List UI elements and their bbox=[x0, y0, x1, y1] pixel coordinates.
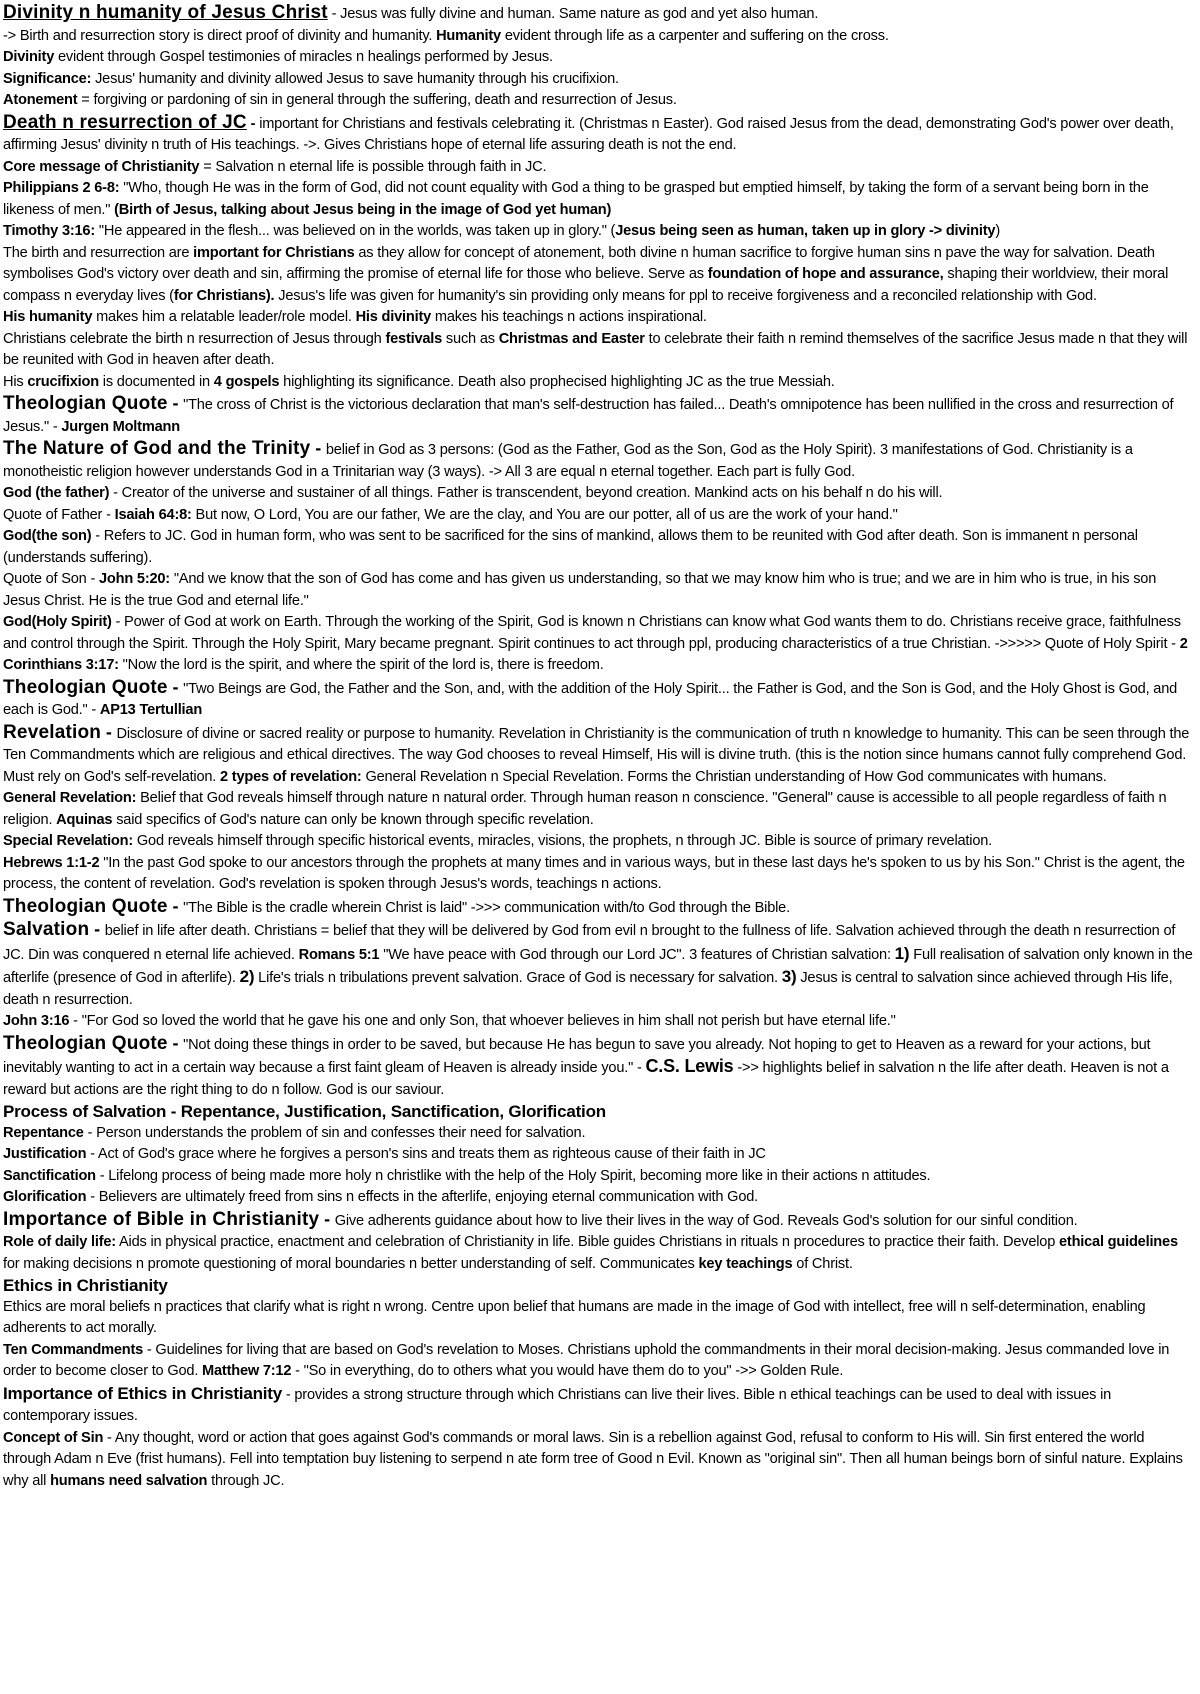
trinity-heading: The Nature of God and the Trinity bbox=[3, 438, 311, 459]
son-quote: Quote of Son - John 5:20: "And we know that the son of God has come and has given us understanding, so that we may know him who is true; and we are in him who is true, in his son Jesus Christ. He is the true God and eternal life." bbox=[3, 571, 1157, 609]
bible-intro: Importance of Bible in Christianity - Give adherents guidance about how to live their lives in the way of God. Reveals God's solution for our sinful condition. bbox=[3, 1208, 1078, 1230]
justification: Justification - Act of God's grace where he forgives a person's sins and treats them as righteous cause of their faith in JC bbox=[3, 1146, 766, 1162]
divinity-evidence: Divinity evident through Gospel testimonies of miracles n healings performed by Jesus. bbox=[3, 49, 553, 65]
concept-of-sin: Concept of Sin - Any thought, word or action that goes against God's commands or moral laws. Sin is a rebellion against God, refusal to conform to His will. Sin first entered the world through Adam n Eve (frist humans). Fell into temptation buy listening to serpend n ate form tree of Good n Evil. Known as "original sin". Then all human beings born of sinful nature. Explains why all humans need salvation through JC. bbox=[3, 1429, 1183, 1489]
sanctification: Sanctification - Lifelong process of being made more holy n christlike with the help of the Holy Spirit, becoming more like in their actions n attitudes. bbox=[3, 1167, 931, 1184]
birth-resurrection-importance: The birth and resurrection are important for Christians as they allow for concept of atonement, both divine n human sacrifice to forgive human sins n pave the way for salvation. Death symbolises God's victory over death and sin, affirming the promise of eternal life for those who believe. Serve as foundation of hope and assurance, shaping their worldview, their moral compass n everyday lives (for Christians). Jesus's life was given for humanity's sin providing only means for ppl to receive forgiveness and a reconciled relationship with God. bbox=[3, 244, 1169, 304]
humanity-divinity-line: His humanity makes him a relatable leader/role model. His divinity makes his teachings n actions inspirational. bbox=[3, 309, 707, 325]
god-holy-spirit: God(Holy Spirit) - Power of God at work on Earth. Through the working of the Spirit, God is known n Christians can know what God wants them to do. Christians receive grace, faithfulness and control through the Spirit. Through the Holy Spirit, Mary became pregnant. Spirit continues to act through ppl, producing characteristics of a true Christian. ->>>>> Quote of Holy Spirit - 2 Corinthians 3:17: "Now the lord is the spirit, and where the spirit of the lord is, there is freedom. bbox=[3, 614, 1188, 673]
special-revelation: Special Revelation: God reveals himself through specific historical events, miracles, visions, the prophets, n through JC. Bible is source of primary revelation. bbox=[3, 833, 993, 849]
repentance: Repentance - Person understands the problem of sin and confesses their need for salvation. bbox=[3, 1124, 586, 1141]
god-son: God(the son) - Refers to JC. God in human form, who was sent to be sacrificed for the sins of mankind, allows them to be reunited with God after death. Son is immanent n personal (understands suffering). bbox=[3, 528, 1138, 566]
philippians-quote: Philippians 2 6-8: "Who, though He was in the form of God, did not count equality with God a thing to be grasped but emptied himself, by taking the form of a servant being born in the likeness of men." (Birth of Jesus, talking about Jesus being in the image of God yet human) bbox=[3, 180, 1149, 218]
general-revelation: General Revelation: Belief that God reveals himself through nature n natural order. Through human reason n conscience. "General" cause is accessible to all people regardless of faith n religion. Aquinas said specifics of God's nature can only be known through specific revelation. bbox=[3, 790, 1167, 828]
quote-heading: Theologian Quote bbox=[3, 676, 168, 698]
crucifixion-line: His crucifixion is documented in 4 gospels highlighting its significance. Death also prophecised highlighting JC as the true Messiah. bbox=[3, 373, 835, 390]
ten-commandments: Ten Commandments - Guidelines for living that are based on God's revelation to Moses. Christians uphold the commandments in their moral decision-making. Jesus commanded love in order to become closer to God. Matthew 7:12 - "So in everything, do to others what you would have them do to you" ->> Golden Rule. bbox=[3, 1341, 1170, 1379]
quote-tertullian: Theologian Quote - "Two Beings are God, the Father and the Son, and, with the addition of the Holy Spirit... the Father is God, and the Son is God, and the Holy Ghost is God, and each is God." - AP13 Tertullian bbox=[3, 676, 1178, 718]
quote-heading: Theologian Quote bbox=[3, 895, 168, 917]
bible-heading: Importance of Bible in Christianity bbox=[3, 1208, 320, 1230]
salvation-intro: Salvation - belief in life after death. Christians = belief that they will be delivered by God from evil n brought to the fullness of life. Salvation achieved through the death n resurrection of JC. Din was conquered n eternal life achieved. Romans 5:1 "We have peace with God through our Lord JC". 3 features of Christian salvation: 1) Full realisation of salvation only known in the afterlife (presence of God in afterlife). 2) Life's trials n tribulations prevent salvation. Grace of God is necessary for salvation. 3) Jesus is central to salvation since achieved through His life, death n resurrection. bbox=[3, 919, 1193, 1008]
death-intro: Death n resurrection of JC - important for Christians and festivals celebrating it. (Christmas n Easter). God raised Jesus from the dead, demonstrating God's power over death, affirming Jesus' divinity n truth of His teachings. ->. Gives Christians hope of eternal life assuring death is not the end. bbox=[3, 111, 1174, 153]
divinity-proof: -> Birth and resurrection story is direct proof of divinity and humanity. Humanity evident through life as a carpenter and suffering on the cross. bbox=[3, 27, 889, 44]
trinity-intro: The Nature of God and the Trinity - belief in God as 3 persons: (God as the Father, God as the Son, God as the Holy Spirit). 3 manifestations of God. Christianity is a monotheistic religion however understands God in a Trinitarian way (3 ways). -> All 3 are equal n eternal together. Each part is fully God. bbox=[3, 438, 1133, 480]
glorification: Glorification - Believers are ultimately freed from sins n effects in the afterlife, enjoying eternal communication with God. bbox=[3, 1189, 759, 1205]
festivals-line: Christians celebrate the birth n resurrection of Jesus through festivals such as Christmas and Easter to celebrate their faith n remind themselves of the sacrifice Jesus made n that they will be reunited with God in heaven after death. bbox=[3, 330, 1188, 368]
revelation-heading: Revelation bbox=[3, 721, 102, 743]
divinity-intro: Divinity n humanity of Jesus Christ - Jesus was fully divine and human. Same nature as god and yet also human. bbox=[3, 2, 819, 23]
salvation-heading: Salvation bbox=[3, 919, 90, 940]
ethics-heading: Ethics in Christianity bbox=[3, 1276, 168, 1295]
importance-ethics-heading: Importance of Ethics in Christianity bbox=[3, 1383, 283, 1403]
timothy-quote: Timothy 3:16: "He appeared in the flesh... was believed on in the worlds, was taken up in glory." (Jesus being seen as human, taken up in glory -> divinity) bbox=[3, 223, 1000, 239]
quote-heading: Theologian Quote bbox=[3, 393, 168, 414]
death-heading: Death n resurrection of JC bbox=[3, 111, 247, 133]
hebrews-quote: Hebrews 1:1-2 "In the past God spoke to our ancestors through the prophets at many times and in various ways, but in these last days he's spoken to us by his Son." Christ is the agent, the process, the content of revelation. God's revelation is spoken through Jesus's words, teachings n actions. bbox=[3, 854, 1185, 892]
revelation-intro: Revelation - Disclosure of divine or sacred reality or purpose to humanity. Revelation in Christianity is the communication of truth n knowledge to humanity. This can be seen through the Ten Commandments which are religious and ethical directives. The way God chooses to reveal Himself, His will is divine truth. (this is the notion since humans cannot fully comprehend God. Must rely on God's self-revelation. 2 types of revelation: General Revelation n Special Revelation. Forms the Christian understanding of How God communicates with humans. bbox=[3, 721, 1190, 785]
quote-moltmann: Theologian Quote - "The cross of Christ is the victorious declaration that man's self-destruction has failed... Death's omnipotence has been nullified in the cross and resurrection of Jesus." - Jurgen Moltmann bbox=[3, 393, 1174, 435]
divinity-significance: Significance: Jesus' humanity and divinity allowed Jesus to save humanity through his crucifixion. bbox=[3, 70, 619, 87]
father-quote: Quote of Father - Isaiah 64:8: But now, O Lord, You are our father, We are the clay, and You are our potter, all of us are the work of your hand." bbox=[3, 506, 898, 523]
quote-heading: Theologian Quote bbox=[3, 1032, 168, 1054]
notes-document bbox=[3, 2, 1195, 1492]
role-of-daily-life: Role of daily life: Aids in physical practice, enactment and celebration of Christianity in life. Bible guides Christians in rituals n procedures to practice their faith. Develop ethical guidelines for making decisions n promote questioning of moral boundaries n better understanding of self. Communicates key teachings of Christ. bbox=[3, 1234, 1178, 1272]
process-heading: Process of Salvation - Repentance, Justification, Sanctification, Glorification bbox=[3, 1102, 606, 1121]
core-message: Core message of Christianity = Salvation n eternal life is possible through faith in JC. bbox=[3, 158, 547, 175]
importance-ethics-intro: Importance of Ethics in Christianity - provides a strong structure through which Christians can live their lives. Bible n ethical teachings can be used to deal with issues in contemporary issues. bbox=[3, 1383, 1112, 1424]
john-quote: John 3:16 - "For God so loved the world that he gave his one and only Son, that whoever believes in him shall not perish but have eternal life." bbox=[3, 1013, 896, 1029]
divinity-heading: Divinity n humanity of Jesus Christ bbox=[3, 2, 328, 23]
god-father: God (the father) - Creator of the universe and sustainer of all things. Father is transcendent, beyond creation. Mankind acts on his behalf n do his will. bbox=[3, 485, 943, 501]
quote-bible-cradle: Theologian Quote - "The Bible is the cradle wherein Christ is laid" ->>> communication with/to God through the Bible. bbox=[3, 895, 790, 917]
ethics-intro: Ethics are moral beliefs n practices that clarify what is right n wrong. Centre upon belief that humans are made in the image of God with intellect, free will n self-determination, enabling adherents to act morally. bbox=[3, 1298, 1146, 1336]
atonement-definition: Atonement = forgiving or pardoning of sin in general through the suffering, death and resurrection of Jesus. bbox=[3, 92, 677, 108]
quote-cs-lewis: Theologian Quote - "Not doing these things in order to be saved, but because He has begun to save you already. Not hoping to get to Heaven as a reward for your actions, but inevitably wanting to act in a certain way because a first faint gleam of Heaven is already inside you." - C.S. Lewis ->> highlights belief in salvation n the life after death. Heaven is not a reward but actions are the right thing to do n follow. God is our saviour. bbox=[3, 1032, 1169, 1098]
